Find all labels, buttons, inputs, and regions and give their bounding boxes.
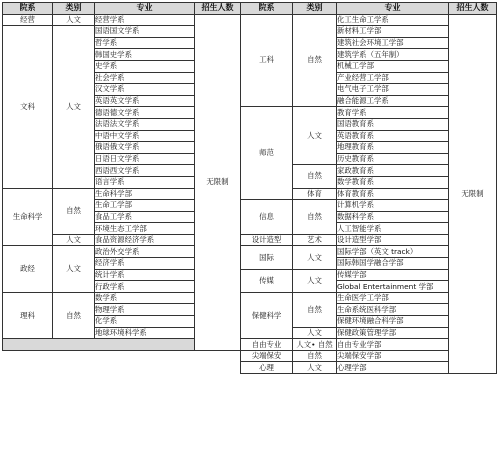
major-cell: 汉文学系 — [95, 84, 195, 96]
header-category: 类别 — [293, 3, 337, 15]
major-cell: 食品资源经济学系 — [95, 234, 195, 246]
category-cell: 自然 — [293, 350, 337, 362]
major-cell: 政治外交学系 — [95, 246, 195, 258]
school-cell: 经营 — [3, 14, 53, 26]
major-cell: 建筑学系（五年制） — [337, 49, 449, 61]
major-cell: Global Entertainment 学部 — [337, 281, 449, 293]
major-cell: 俄语俄文学系 — [95, 142, 195, 154]
major-cell: 地球环境科学系 — [95, 327, 195, 339]
major-cell: 产业经营工学部 — [337, 72, 449, 84]
category-cell: 自然 — [53, 188, 95, 234]
major-cell: 国语国文学系 — [95, 26, 195, 38]
major-cell: 德语德文学系 — [95, 107, 195, 119]
major-cell: 法语法文学系 — [95, 118, 195, 130]
category-cell: 人文 — [293, 269, 337, 292]
header-school: 院系 — [241, 3, 293, 15]
major-cell: 新材料工学部 — [337, 26, 449, 38]
table-row — [241, 14, 497, 26]
major-cell: 西语西文学系 — [95, 165, 195, 177]
major-cell: 环境生态工学部 — [95, 223, 195, 235]
quota-cell: 无限制 — [195, 14, 241, 350]
empty-grey-area — [3, 339, 195, 351]
header-row — [241, 3, 497, 15]
major-cell: 生命科学部 — [95, 188, 195, 200]
admission-table-right — [240, 2, 497, 374]
table-row — [3, 14, 241, 26]
major-cell: 教育学系 — [337, 107, 449, 119]
major-cell: 数学教育系 — [337, 176, 449, 188]
quota-cell: 无限制 — [449, 14, 497, 373]
major-cell: 融合能源工学系 — [337, 95, 449, 107]
major-cell: 韩国史学系 — [95, 49, 195, 61]
major-cell: 国际韩国学融合学部 — [337, 258, 449, 270]
major-cell: 传媒学部 — [337, 269, 449, 281]
major-cell: 机械工学部 — [337, 60, 449, 72]
header-major: 专业 — [337, 3, 449, 15]
category-cell: 人文 — [53, 246, 95, 292]
major-cell: 经济学系 — [95, 258, 195, 270]
major-cell: 统计学系 — [95, 269, 195, 281]
header-school: 院系 — [3, 3, 53, 15]
major-cell: 自由专业学部 — [337, 339, 449, 351]
major-cell: 历史教育系 — [337, 153, 449, 165]
major-cell: 建筑社会环境工学部 — [337, 37, 449, 49]
major-cell: 英语教育系 — [337, 130, 449, 142]
category-cell: 人文 — [53, 234, 95, 246]
major-cell: 语言学系 — [95, 176, 195, 188]
major-cell: 食品工学系 — [95, 211, 195, 223]
major-cell: 数学系 — [95, 292, 195, 304]
school-cell: 师范 — [241, 107, 293, 200]
major-cell: 生命工学部 — [95, 200, 195, 212]
school-cell: 文科 — [3, 26, 53, 188]
major-cell: 化工生命工学系 — [337, 14, 449, 26]
admission-table-left — [2, 2, 241, 351]
major-cell: 哲学系 — [95, 37, 195, 49]
major-cell: 史学系 — [95, 60, 195, 72]
major-cell: 化学系 — [95, 316, 195, 328]
major-cell: 电气电子工学部 — [337, 84, 449, 96]
category-cell: 人文 — [53, 26, 95, 188]
header-category: 类别 — [53, 3, 95, 15]
major-cell: 地理教育系 — [337, 142, 449, 154]
major-cell: 心理学部 — [337, 362, 449, 374]
category-cell: 自然 — [53, 292, 95, 338]
category-cell: 人文 — [293, 362, 337, 374]
major-cell: 体育教育系 — [337, 188, 449, 200]
school-cell: 尖端保安 — [241, 350, 293, 362]
category-cell: 体育 — [293, 188, 337, 200]
major-cell: 社会学系 — [95, 72, 195, 84]
header-quota: 招生人数 — [195, 3, 241, 15]
major-cell: 计算机学系 — [337, 200, 449, 212]
major-cell: 数据科学系 — [337, 211, 449, 223]
header-major: 专业 — [95, 3, 195, 15]
header-quota: 招生人数 — [449, 3, 497, 15]
category-cell: 人文 — [53, 14, 95, 26]
category-cell: 自然 — [293, 292, 337, 327]
category-cell: 自然 — [293, 14, 337, 107]
major-cell: 保健政策管理学部 — [337, 327, 449, 339]
school-cell: 信息 — [241, 200, 293, 235]
category-cell: 人文• 自然 — [293, 339, 337, 351]
school-cell: 国际 — [241, 246, 293, 269]
major-cell: 家政教育系 — [337, 165, 449, 177]
major-cell: 设计造型学部 — [337, 234, 449, 246]
school-cell: 生命科学 — [3, 188, 53, 246]
school-cell: 心理 — [241, 362, 293, 374]
major-cell: 中语中文学系 — [95, 130, 195, 142]
major-cell: 生命系统医科学部 — [337, 304, 449, 316]
school-cell: 自由专业 — [241, 339, 293, 351]
major-cell: 英语英文学系 — [95, 95, 195, 107]
school-cell: 政经 — [3, 246, 53, 292]
major-cell: 人工智能学系 — [337, 223, 449, 235]
header-row — [3, 3, 241, 15]
major-cell: 生命医学工学部 — [337, 292, 449, 304]
school-cell: 设计造型 — [241, 234, 293, 246]
school-cell: 工科 — [241, 14, 293, 107]
school-cell: 保健科学 — [241, 292, 293, 338]
major-cell: 日语日文学系 — [95, 153, 195, 165]
major-cell: 国语教育系 — [337, 118, 449, 130]
school-cell: 理科 — [3, 292, 53, 338]
school-cell: 传媒 — [241, 269, 293, 292]
category-cell: 自然 — [293, 165, 337, 188]
major-cell: 保健环境融合科学部 — [337, 316, 449, 328]
category-cell: 自然 — [293, 200, 337, 235]
major-cell: 国际学部（英文 track） — [337, 246, 449, 258]
major-cell: 尖端保安学部 — [337, 350, 449, 362]
category-cell: 人文 — [293, 327, 337, 339]
major-cell: 行政学系 — [95, 281, 195, 293]
category-cell: 人文 — [293, 107, 337, 165]
category-cell: 人文 — [293, 246, 337, 269]
major-cell: 经营学系 — [95, 14, 195, 26]
category-cell: 艺术 — [293, 234, 337, 246]
major-cell: 物理学系 — [95, 304, 195, 316]
